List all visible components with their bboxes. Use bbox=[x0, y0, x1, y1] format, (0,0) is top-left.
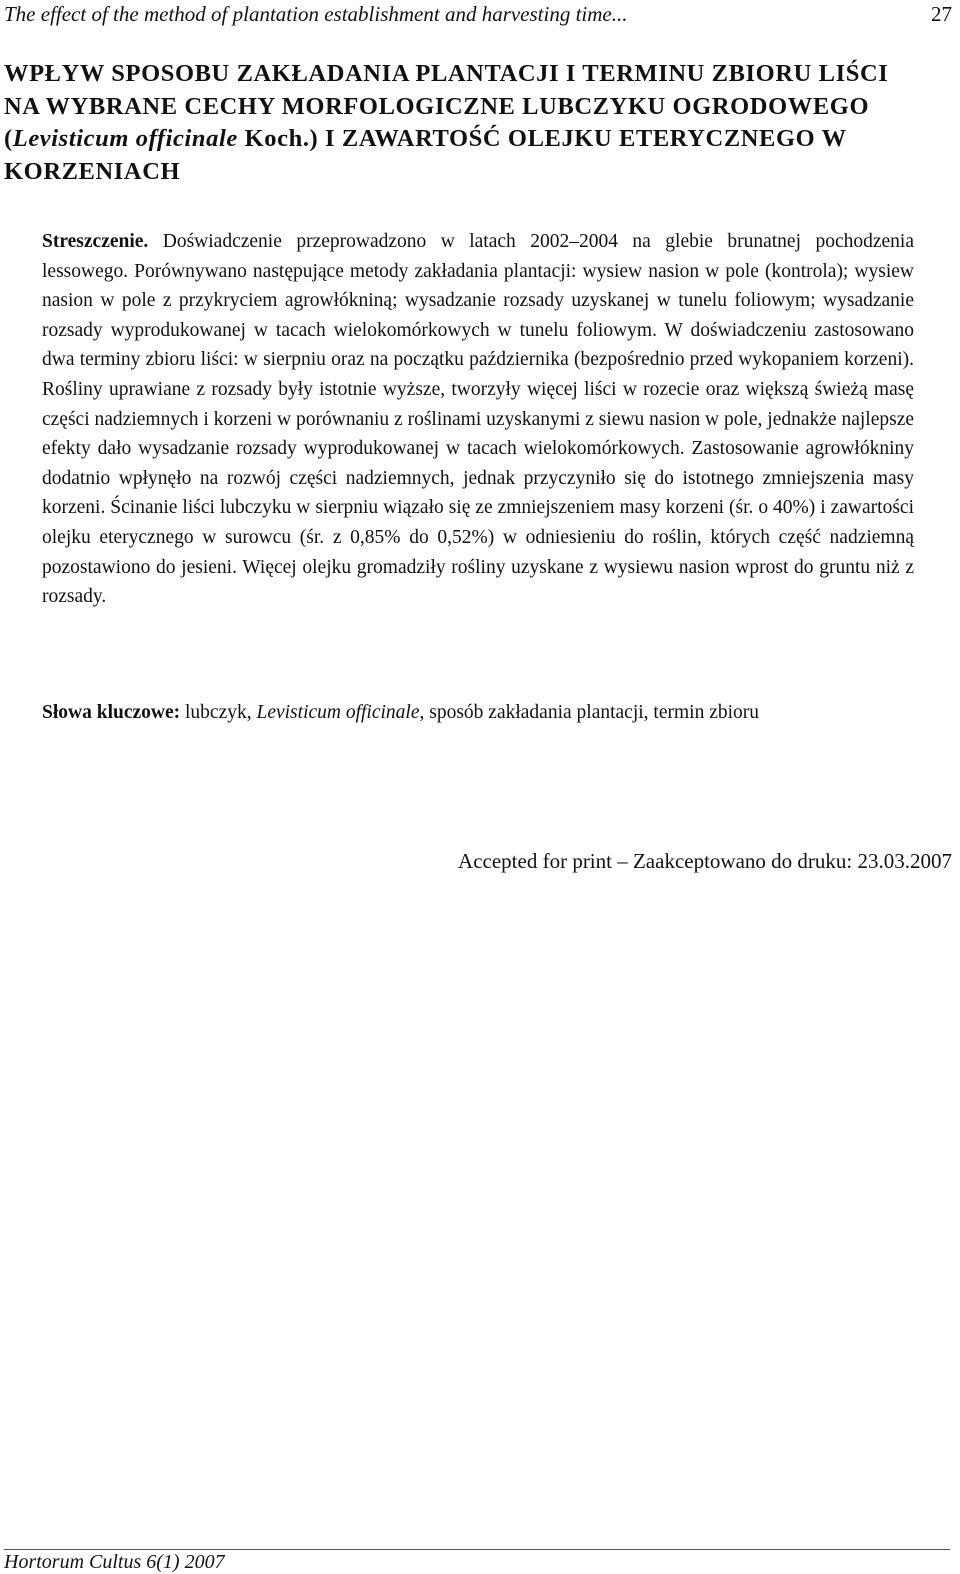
accepted-date: Accepted for print – Zaakceptowano do druku: 23.03.2007 bbox=[458, 849, 952, 873]
keywords-part1: lubczyk, bbox=[180, 702, 257, 723]
abstract-label: Streszczenie. bbox=[42, 231, 149, 252]
article-title-part1: WPŁYW SPOSOBU ZAKŁADANIA PLANTACJI I TERMINU ZBIORU LIŚCI NA WYBRANE CECHY MORFOLOGICZNE LUBCZYKU OGRODOWEGO ( bbox=[4, 60, 889, 152]
keywords bbox=[42, 698, 914, 728]
article-title-latin-name: Levisticum officinale bbox=[12, 125, 238, 152]
page-number: 27 bbox=[931, 2, 952, 26]
article-title-part2: Koch.) I ZAWARTOŚĆ OLEJKU ETERYCZNEGO W KORZENIACH bbox=[4, 125, 847, 185]
article-title bbox=[4, 58, 924, 188]
running-head-title: The effect of the method of plantation establishment and harvesting time... bbox=[4, 2, 628, 26]
journal-footer: Hortorum Cultus 6(1) 2007 bbox=[4, 1551, 225, 1573]
keywords-part2: , sposób zakładania plantacji, termin zbioru bbox=[419, 702, 760, 723]
abstract-text: Doświadczenie przeprowadzono w latach 2002–2004 na glebie brunatnej pochodzenia lessowego. Porównywano następujące metody zakładania plantacji: wysiew nasion w pole (kontrola); wysiew nasion w pole z przykryciem agrowłókniną; wysadzanie rozsady uzyskanej w tunelu foliowym; wysadzanie rozsady wyprodukowanej w tacach wielokomórkowych w tunelu foliowym. W doświadczeniu zastosowano dwa terminy zbioru liści: w sierpniu oraz na początku października (bezpośrednio przed wykopaniem korzeni). Rośliny uprawiane z rozsady były istotnie wyższe, tworzyły więcej liści w rozecie oraz większą świeżą masę części nadziemnych i korzeni w porównaniu z roślinami uzyskanymi z siewu nasion w pole, jednakże najlepsze efekty dało wysadzanie rozsady wyprodukowanej w tacach wielokomórkowych. Zastosowanie agrowłókniny dodatnio wpłynęło na rozwój części nadziemnych, jednak przyczyniło się do istotnego zmniejszenia masy korzeni. Ścinanie liści lubczyku w sierpniu wiązało się ze zmniejszeniem masy korzeni (śr. o 40%) i zawartości olejku eterycznego w surowcu (śr. z 0,85% do 0,52%) w odniesieniu do roślin, których część nadziemną pozostawiono do jesieni. Więcej olejku gromadziły rośliny uzyskane z wysiewu nasion wprost do gruntu niż z rozsady. bbox=[42, 231, 914, 608]
keywords-latin-name: Levisticum officinale bbox=[256, 702, 420, 723]
running-head bbox=[4, 0, 952, 28]
keywords-label: Słowa kluczowe: bbox=[42, 702, 181, 723]
abstract bbox=[42, 227, 914, 612]
